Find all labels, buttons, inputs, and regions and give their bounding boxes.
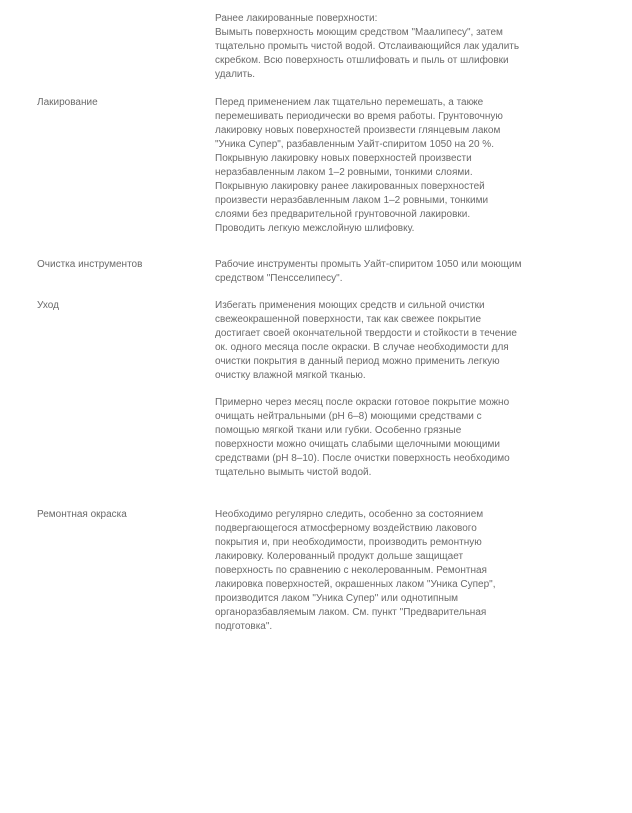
text-line: ок. одного месяца после окраски. В случае необходимости для: [215, 342, 509, 353]
text-line: произвести неразбавленным лаком 1–2 ровными, тонкими: [215, 195, 489, 206]
text-line: очистку влажной мягкой тканью.: [215, 370, 366, 381]
text-line: лакировка поверхностей, окрашенных лаком "Уника Супер",: [215, 579, 496, 590]
text-line: слоями без предварительной грунтовочной лакировки.: [215, 209, 471, 220]
text-line: Вымыть поверхность моющим средством "Маалипесу", затем: [215, 27, 503, 38]
text-line: тщательно вымыть чистой водой.: [215, 467, 372, 478]
text-line: Необходимо регулярно следить, особенно за состоянием: [215, 509, 484, 520]
section-content: [215, 258, 550, 286]
text-line: поверхности можно очищать слабыми щелочными моющими: [215, 439, 500, 450]
text-line: Покрывную лакировку ранее лакированных поверхностей: [215, 181, 485, 192]
text-line: очищать нейтральными (pH 6–8) моющими средствами с: [215, 411, 482, 422]
text-line: Рабочие инструменты промыть Уайт-спиритом 1050 или моющим: [215, 259, 522, 270]
section-content: [215, 508, 550, 634]
section-content: [215, 12, 550, 82]
text-line: достигает своей окончательной твердости и стойкости в течение: [215, 328, 517, 339]
text-line: органоразбавляемым лаком. См. пункт "Предварительная: [215, 607, 487, 618]
text-line: подготовка".: [215, 621, 273, 632]
section-label: Уход: [37, 300, 59, 311]
text-line: лакировку новых поверхностей произвести глянцевым лаком: [215, 125, 501, 136]
text-line: тщательно промыть чистой водой. Отслаивающийся лак удалить: [215, 41, 520, 52]
section-content: [215, 299, 550, 480]
text-line: удалить.: [215, 69, 256, 80]
text-line: лакировку. Колерованный продукт дольше защищает: [215, 551, 464, 562]
section-content: [215, 96, 550, 236]
text-line: поверхность по сравнению с неколерованным. Ремонтная: [215, 565, 487, 576]
text-line: подвергающегося атмосферному воздействию лакового: [215, 523, 477, 534]
text-line: свежеокрашенной поверхности, так как свежее покрытие: [215, 314, 482, 325]
text-line: покрытия и, при необходимости, производить ремонтную: [215, 537, 482, 548]
text-line: Ранее лакированные поверхности:: [215, 13, 378, 24]
text-line: неразбавленным лаком 1–2 ровными, тонкими слоями.: [215, 167, 473, 178]
text-line: "Уника Супер", разбавленным Уайт-спиритом 1050 на 20 %.: [215, 139, 494, 150]
section-label: Лакирование: [37, 97, 98, 108]
text-line: скребком. Всю поверхность отшлифовать и пыль от шлифовки: [215, 55, 509, 66]
text-line: средством "Пенсселипесу".: [215, 273, 343, 284]
paragraph-gap: [215, 383, 550, 396]
section-label: Ремонтная окраска: [37, 509, 127, 520]
text-line: Проводить легкую межслойную шлифовку.: [215, 223, 415, 234]
text-line: Покрывную лакировку новых поверхностей произвести: [215, 153, 472, 164]
text-line: очистки покрытия в данный период можно применить легкую: [215, 356, 500, 367]
text-line: помощью мягкой ткани или губки. Особенно грязные: [215, 425, 462, 436]
text-line: Перед применением лак тщательно перемешать, а также: [215, 97, 484, 108]
section-label: Очистка инструментов: [37, 259, 143, 270]
text-line: Примерно через месяц после окраски готовое покрытие можно: [215, 397, 510, 408]
text-line: перемешивать периодически во время работы. Грунтовочную: [215, 111, 503, 122]
text-line: средствами (pH 8–10). После очистки поверхность необходимо: [215, 453, 510, 464]
text-line: производится лаком "Уника Супер" или однотипным: [215, 593, 459, 604]
text-line: Избегать применения моющих средств и сильной очистки: [215, 300, 485, 311]
